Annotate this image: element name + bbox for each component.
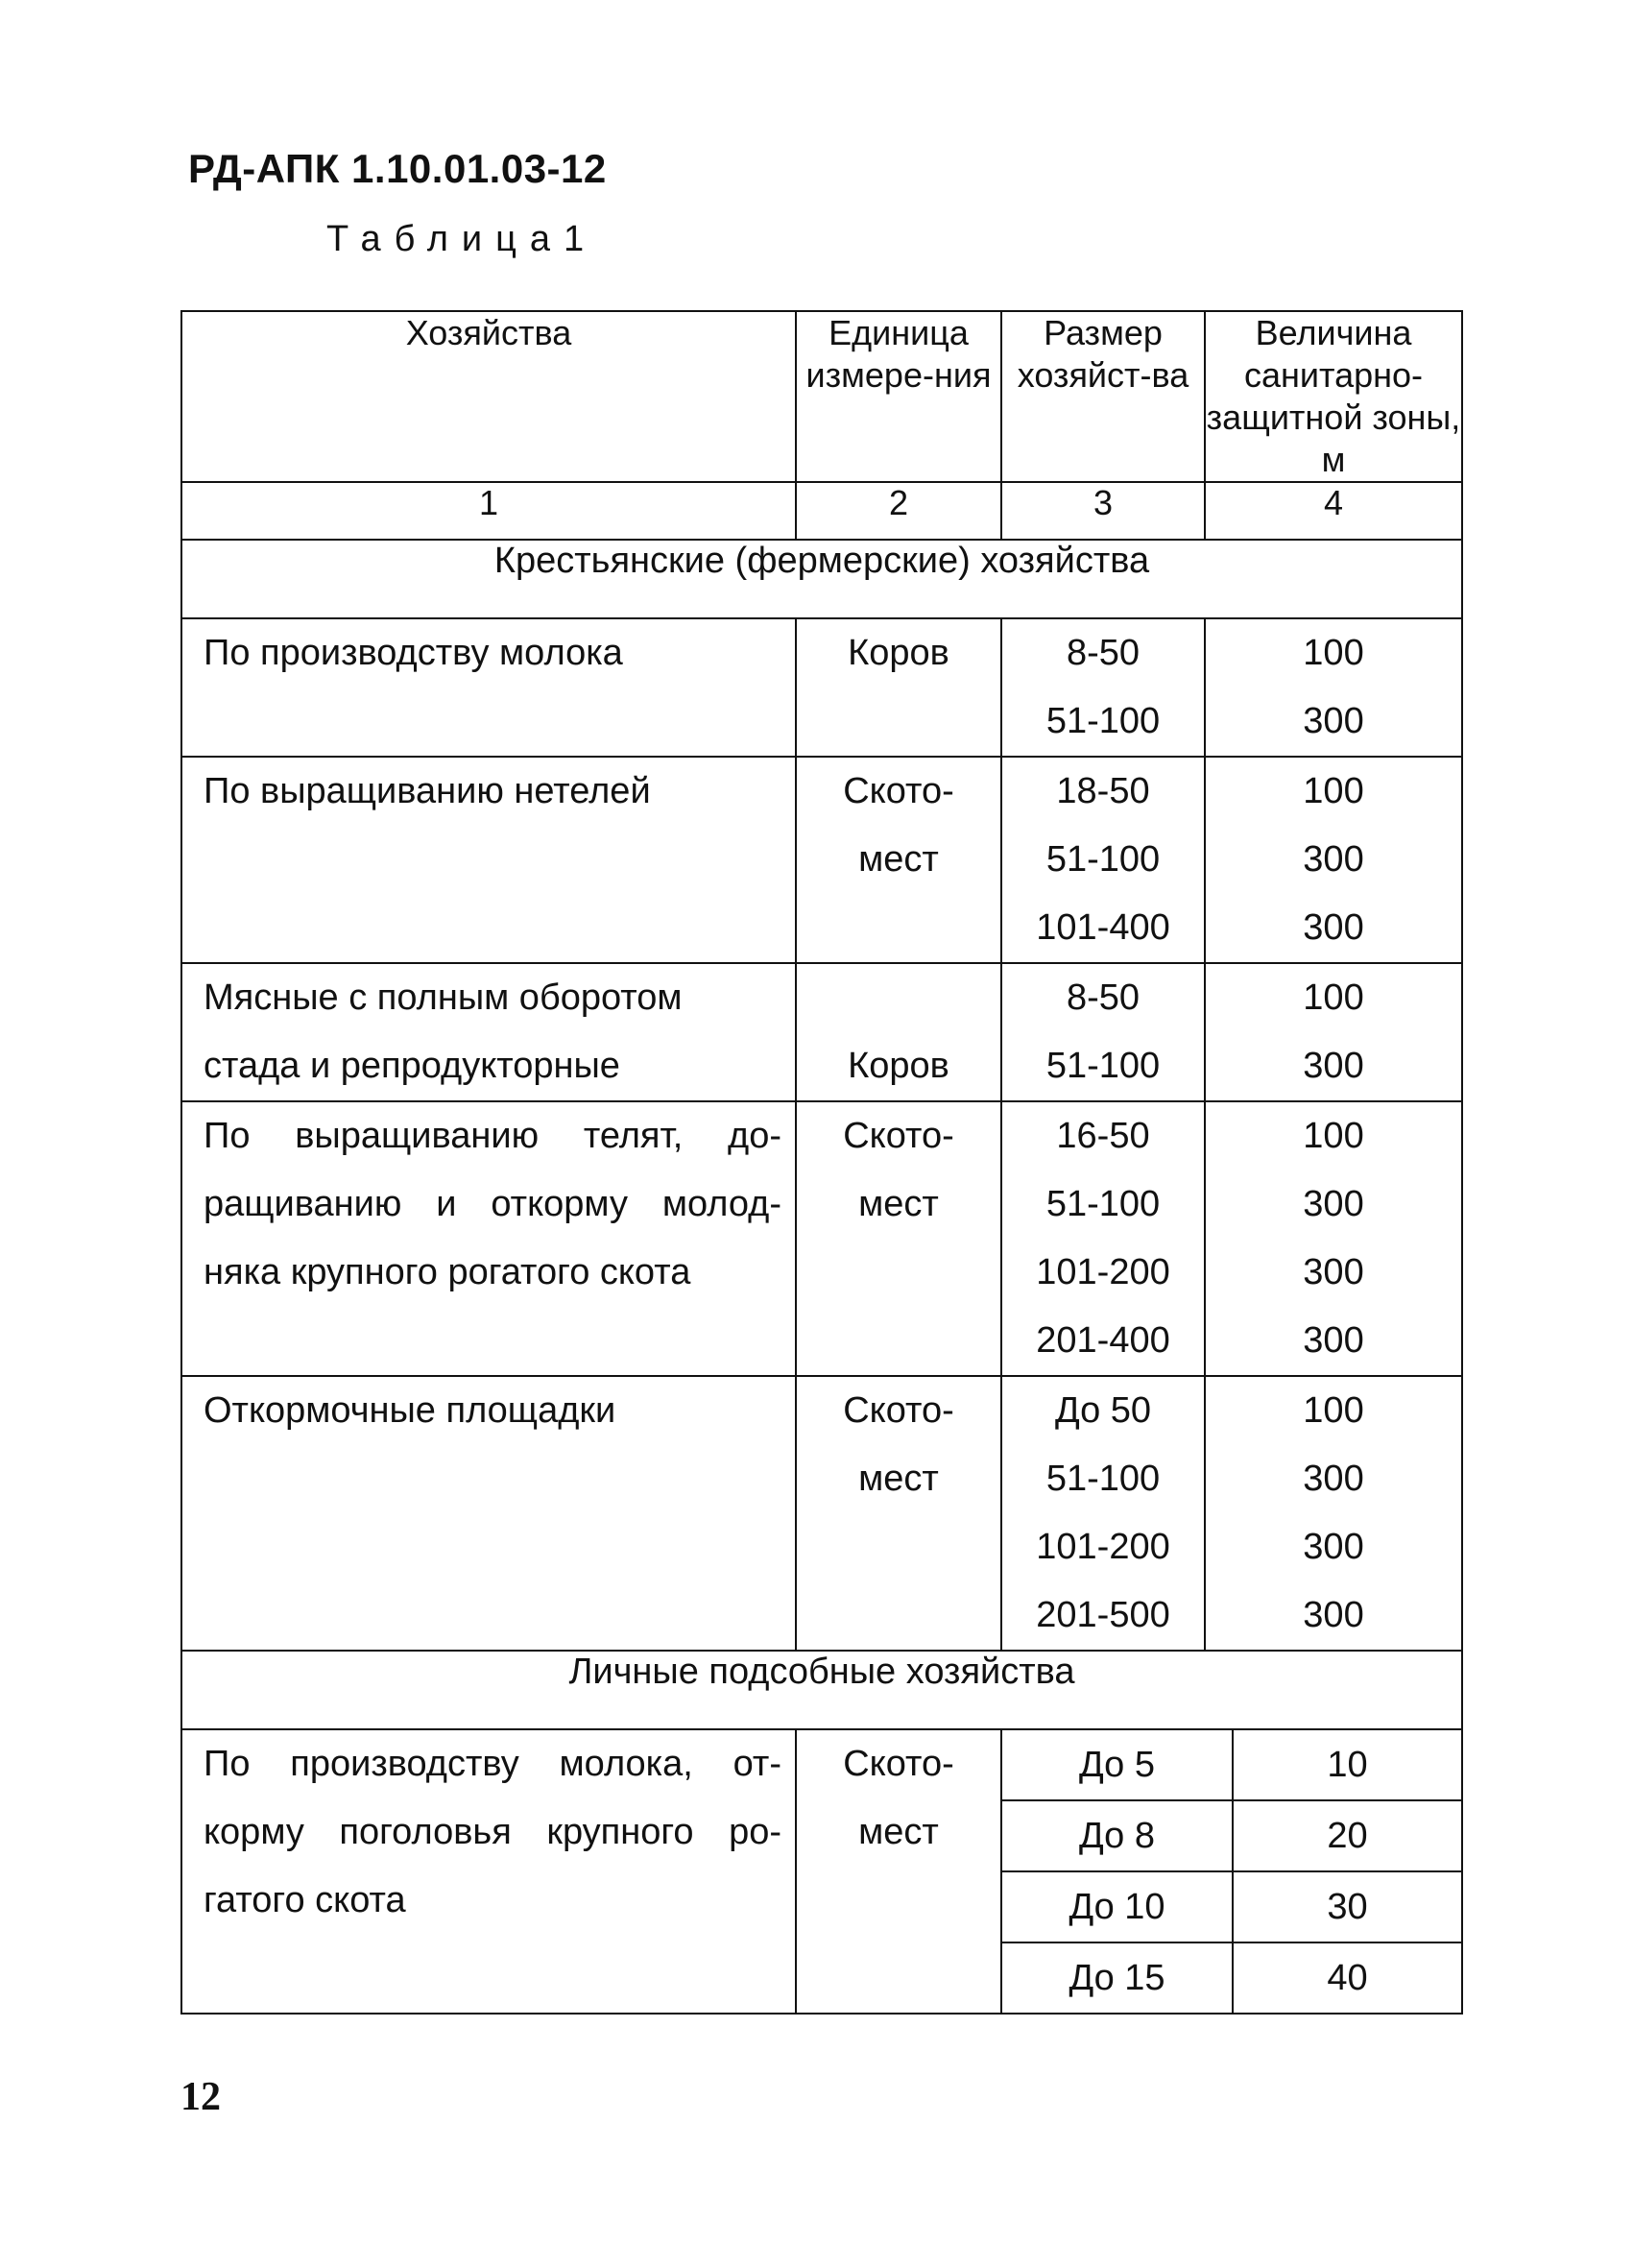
zone-value: 300 <box>1303 1320 1364 1361</box>
subtable-row <box>1002 1871 1461 1942</box>
size-value: 8-50 <box>1066 977 1141 1018</box>
unit-line: мест <box>858 839 939 880</box>
table-row <box>181 1101 1462 1376</box>
farm-type-line: По выращиванию нетелей <box>204 771 651 811</box>
zone-value: 300 <box>1303 1527 1364 1567</box>
header-cell: Размер хозяйст-ва <box>1001 311 1205 482</box>
farm-type-line: корму поголовья крупного ро- <box>204 1812 781 1852</box>
unit-cell <box>796 1729 1001 2014</box>
table-row <box>181 963 1462 1101</box>
size-cell <box>1001 963 1205 1101</box>
farm-type-line: По производству молока <box>204 633 623 673</box>
size-value: До 10 <box>1002 1871 1233 1942</box>
size-value: 51-100 <box>1045 1046 1161 1086</box>
farm-type-spacer <box>182 1935 795 2003</box>
unit-cell <box>796 1101 1001 1376</box>
farm-type-line: Откормочные площадки <box>204 1390 616 1431</box>
zone-cell <box>1205 618 1462 757</box>
size-cell <box>1001 1376 1205 1651</box>
size-value: 201-400 <box>1036 1320 1170 1361</box>
zone-value: 300 <box>1303 1595 1364 1635</box>
column-number: 1 <box>181 482 796 540</box>
zone-value: 100 <box>1303 771 1364 811</box>
size-value: 16-50 <box>1056 1116 1150 1156</box>
size-value: До 15 <box>1002 1942 1233 2013</box>
subtable-row <box>1002 1942 1461 2013</box>
zone-value: 300 <box>1303 1252 1364 1292</box>
farm-type-cell <box>181 1376 796 1651</box>
table-title: Таблица1 <box>326 219 598 259</box>
size-value: 51-100 <box>1045 1184 1161 1224</box>
size-value: 51-100 <box>1045 839 1161 880</box>
farm-type-line: гатого скота <box>204 1880 406 1920</box>
zone-value: 100 <box>1303 1390 1364 1431</box>
section-row <box>181 540 1462 618</box>
size-value: 18-50 <box>1056 771 1150 811</box>
unit-cell <box>796 757 1001 963</box>
farm-type-cell <box>181 963 796 1101</box>
header-cell: Единица измере-ния <box>796 311 1001 482</box>
unit-line: мест <box>858 1812 939 1852</box>
data-table <box>180 310 1463 2015</box>
farm-type-cell <box>181 1101 796 1376</box>
size-zone-subtable-cell <box>1001 1729 1462 2014</box>
zone-value: 300 <box>1303 839 1364 880</box>
farm-type-cell <box>181 757 796 963</box>
section-title: Крестьянские (фермерские) хозяйства <box>181 540 1462 618</box>
unit-line: мест <box>858 1184 939 1224</box>
farm-type-line: Мясные с полным оборотом <box>204 977 683 1018</box>
zone-value: 40 <box>1327 1957 1368 1998</box>
column-number-row <box>181 482 1462 540</box>
subtable-row <box>1002 1800 1461 1871</box>
table-row <box>181 1729 1462 2014</box>
zone-cell <box>1205 757 1462 963</box>
zone-value: 300 <box>1303 907 1364 948</box>
unit-cell <box>796 1376 1001 1651</box>
column-number: 4 <box>1205 482 1462 540</box>
zone-value: 300 <box>1303 1459 1364 1499</box>
size-value: До 8 <box>1002 1800 1233 1871</box>
zone-cell <box>1205 963 1462 1101</box>
table-header-row <box>181 311 1462 482</box>
zone-value: 10 <box>1233 1730 1461 1800</box>
unit-line: Коров <box>848 1046 949 1086</box>
farm-type-cell <box>181 618 796 757</box>
zone-value: 300 <box>1303 701 1364 741</box>
header-cell: Хозяйства <box>181 311 796 482</box>
size-value: 51-100 <box>1045 1459 1161 1499</box>
zone-value: 300 <box>1303 1184 1364 1224</box>
size-cell <box>1001 618 1205 757</box>
unit-cell <box>796 963 1001 1101</box>
table-row <box>181 1376 1462 1651</box>
unit-line: Ското- <box>843 771 954 811</box>
size-cell <box>1001 1101 1205 1376</box>
size-value: 101-400 <box>1036 907 1170 948</box>
unit-line: Ското- <box>843 1390 954 1431</box>
farm-type-line: няка крупного рогатого скота <box>204 1252 691 1292</box>
unit-cell <box>796 618 1001 757</box>
farm-type-line: По выращиванию телят, до- <box>204 1116 781 1156</box>
size-value: До 5 <box>1002 1730 1233 1800</box>
farm-type-cell <box>181 1729 796 2014</box>
size-value: 201-500 <box>1036 1595 1170 1635</box>
farm-type-line: По производству молока, от- <box>204 1744 781 1784</box>
zone-cell <box>1205 1376 1462 1651</box>
zone-value: 300 <box>1303 1046 1364 1086</box>
header-cell: Величина санитарно-защитной зоны, м <box>1205 311 1462 482</box>
unit-line <box>797 964 1000 1032</box>
unit-line: Коров <box>848 633 949 673</box>
section-title: Личные подсобные хозяйства <box>181 1651 1462 1729</box>
subtable-row <box>1002 1730 1461 1800</box>
zone-cell <box>1205 1101 1462 1376</box>
unit-line: Ското- <box>843 1116 954 1156</box>
unit-line: Ското- <box>843 1744 954 1784</box>
zone-value: 20 <box>1233 1800 1461 1871</box>
table-row <box>181 757 1462 963</box>
zone-value: 100 <box>1303 1116 1364 1156</box>
table-row <box>181 618 1462 757</box>
column-number: 3 <box>1001 482 1205 540</box>
section-row <box>181 1651 1462 1729</box>
farm-type-line: ращиванию и откорму молод- <box>204 1184 781 1224</box>
size-value: 51-100 <box>1045 701 1161 741</box>
size-value: До 50 <box>1054 1390 1152 1431</box>
page-number: 12 <box>180 2075 221 2119</box>
size-cell <box>1001 757 1205 963</box>
zone-value: 30 <box>1233 1871 1461 1942</box>
size-value: 8-50 <box>1066 633 1141 673</box>
size-zone-subtable <box>1002 1730 1461 2013</box>
size-value: 101-200 <box>1036 1252 1170 1292</box>
farm-type-line: стада и репродукторные <box>204 1046 620 1086</box>
zone-value: 100 <box>1303 977 1364 1018</box>
column-number: 2 <box>796 482 1001 540</box>
zone-value: 100 <box>1303 633 1364 673</box>
document-code: РД-АПК 1.10.01.03-12 <box>188 146 607 191</box>
size-value: 101-200 <box>1036 1527 1170 1567</box>
unit-line: мест <box>858 1459 939 1499</box>
